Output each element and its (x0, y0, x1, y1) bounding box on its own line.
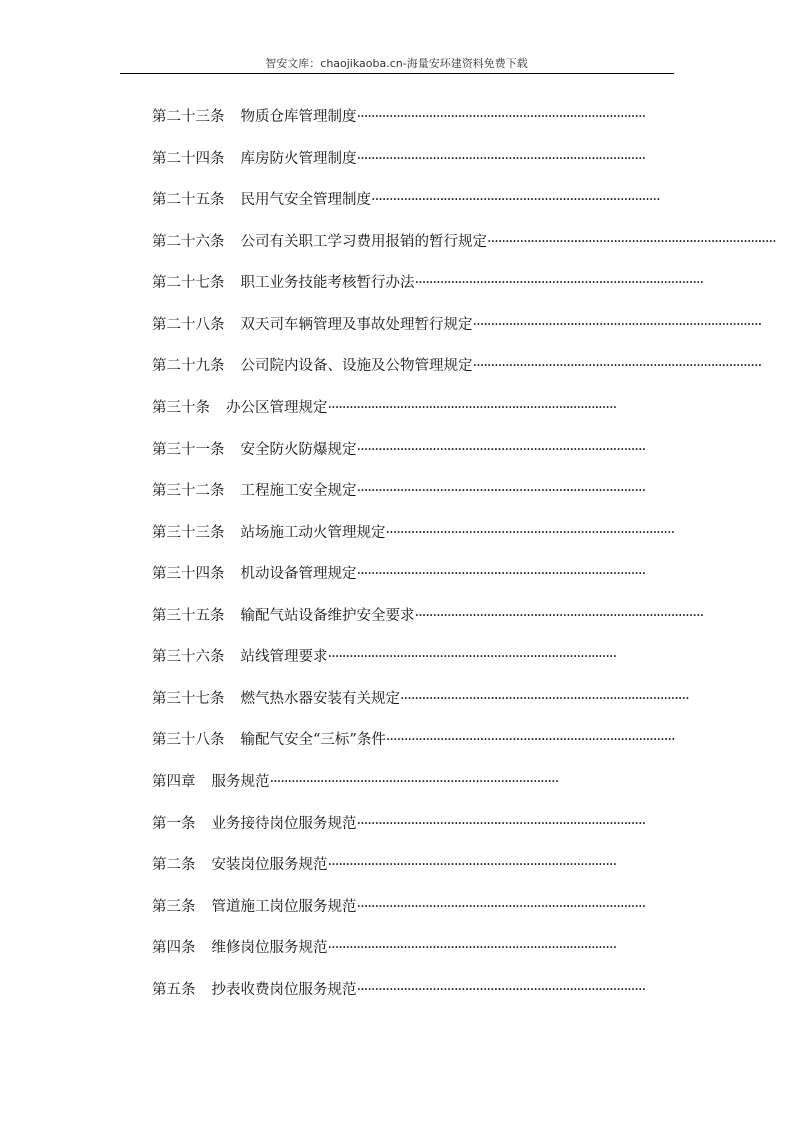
toc-entry-number: 第三条 (152, 898, 196, 915)
toc-entry-title: 工程施工安全规定 (240, 483, 357, 500)
toc-leader-dots: ················································································ (327, 857, 617, 874)
toc-leader-dots: ················································································ (327, 940, 617, 957)
toc-entry[interactable] (152, 730, 675, 772)
toc-entry-title: 服务规范 (211, 774, 270, 790)
toc-leader-dots: ················································································ (385, 732, 675, 749)
table-of-contents (152, 107, 776, 1021)
toc-entry-title: 业务接待岗位服务规范 (211, 815, 357, 832)
toc-entry-number: 第四条 (152, 940, 196, 957)
toc-leader-dots: ················································································ (356, 981, 646, 998)
page-header: 智安文库：chaojikaoba.cn-海量安环建资料免费下载 (265, 57, 528, 70)
toc-entry-number: 第二十九条 (152, 358, 225, 375)
toc-entry-title: 安装岗位服务规范 (211, 857, 328, 874)
toc-leader-dots: ················································································ (414, 275, 704, 292)
toc-entry[interactable] (152, 273, 704, 315)
toc-entry-title: 机动设备管理规定 (240, 566, 357, 583)
toc-entry[interactable] (152, 938, 617, 980)
toc-entry-number: 第二十三条 (152, 109, 225, 125)
toc-entry-number: 第二十六条 (152, 233, 225, 250)
toc-leader-dots: ················································································ (414, 607, 704, 624)
toc-entry-title: 安全防火防爆规定 (240, 441, 357, 458)
toc-entry-number: 第三十一条 (152, 441, 225, 458)
toc-leader-dots: ················································································ (472, 358, 762, 375)
toc-leader-dots: ················································································ (385, 524, 675, 541)
toc-entry[interactable] (152, 523, 675, 565)
toc-entry-title: 燃气热水器安装有关规定 (240, 690, 400, 707)
toc-entry-number: 第三十六条 (152, 649, 225, 666)
toc-entry-title: 办公区管理规定 (226, 399, 328, 416)
toc-leader-dots: ················································································ (487, 233, 776, 250)
toc-entry[interactable] (152, 772, 584, 814)
toc-entry[interactable] (152, 564, 646, 606)
toc-entry-number: 第一条 (152, 815, 196, 832)
toc-entry[interactable] (152, 897, 646, 939)
toc-entry[interactable] (152, 315, 762, 357)
toc-leader-dots: ················································································ (356, 483, 646, 500)
toc-leader-dots: ················································································ (356, 566, 646, 583)
header-rule (120, 73, 674, 74)
toc-entry-title: 管道施工岗位服务规范 (211, 898, 357, 915)
toc-entry-number: 第三十二条 (152, 483, 225, 500)
toc-entry-number: 第二十八条 (152, 316, 225, 333)
toc-entry-title: 输配气安全“三标”条件 (240, 732, 386, 749)
toc-entry-number: 第三十三条 (152, 524, 225, 541)
toc-entry-title: 站线管理要求 (240, 649, 328, 666)
toc-entry-title: 站场施工动火管理规定 (240, 524, 386, 541)
toc-entry-number: 第二十七条 (152, 275, 225, 292)
toc-entry-number: 第二十四条 (152, 150, 225, 167)
toc-leader-dots: ················································································ (356, 441, 646, 458)
toc-entry-title: 物质仓库管理制度 (240, 109, 357, 125)
toc-entry-number: 第二条 (152, 857, 196, 874)
toc-entry-number: 第二十五条 (152, 192, 225, 209)
toc-entry-number: 第三十八条 (152, 732, 225, 749)
toc-entry-title: 库房防火管理制度 (240, 150, 357, 167)
toc-entry-title: 公司有关职工学习费用报销的暂行规定 (240, 233, 487, 250)
toc-leader-dots: ················································································ (356, 815, 646, 832)
toc-entry[interactable] (152, 440, 646, 482)
toc-entry-number: 第三十七条 (152, 690, 225, 707)
toc-entry[interactable] (152, 107, 646, 149)
toc-entry[interactable] (152, 980, 646, 1022)
toc-entry[interactable] (152, 647, 617, 689)
toc-leader-dots: ················································································ (356, 109, 646, 125)
toc-entry-title: 输配气站设备维护安全要求 (240, 607, 415, 624)
toc-entry[interactable] (152, 190, 660, 232)
toc-entry[interactable] (152, 232, 776, 274)
toc-entry-title: 双天司车辆管理及事故处理暂行规定 (240, 316, 473, 333)
toc-leader-dots: ················································································ (356, 898, 646, 915)
toc-leader-dots: ················································································ (472, 316, 762, 333)
toc-leader-dots: ················································································ (400, 690, 689, 707)
toc-leader-dots: ················································································ (356, 150, 646, 167)
toc-entry[interactable] (152, 356, 762, 398)
toc-leader-dots: ················································································ (269, 774, 559, 790)
toc-entry-number: 第五条 (152, 981, 196, 998)
toc-leader-dots: ················································································ (327, 399, 617, 416)
toc-entry-number: 第三十四条 (152, 566, 225, 583)
toc-entry[interactable] (152, 398, 617, 440)
toc-entry-title: 维修岗位服务规范 (211, 940, 328, 957)
toc-entry[interactable] (152, 481, 646, 523)
toc-entry[interactable] (152, 606, 704, 648)
toc-entry-title: 职工业务技能考核暂行办法 (240, 275, 415, 292)
toc-entry[interactable] (152, 689, 689, 731)
toc-entry[interactable] (152, 855, 617, 897)
toc-entry-number: 第四章 (152, 774, 196, 790)
toc-leader-dots: ················································································ (327, 649, 617, 666)
toc-entry[interactable] (152, 814, 646, 856)
toc-entry-number: 第三十五条 (152, 607, 225, 624)
toc-entry-title: 抄表收费岗位服务规范 (211, 981, 357, 998)
toc-entry-title: 公司院内设备、设施及公物管理规定 (240, 358, 473, 375)
toc-entry[interactable] (152, 149, 646, 191)
toc-entry-number: 第三十条 (152, 399, 210, 416)
toc-leader-dots: ················································································ (371, 192, 660, 209)
toc-entry-title: 民用气安全管理制度 (240, 192, 371, 209)
